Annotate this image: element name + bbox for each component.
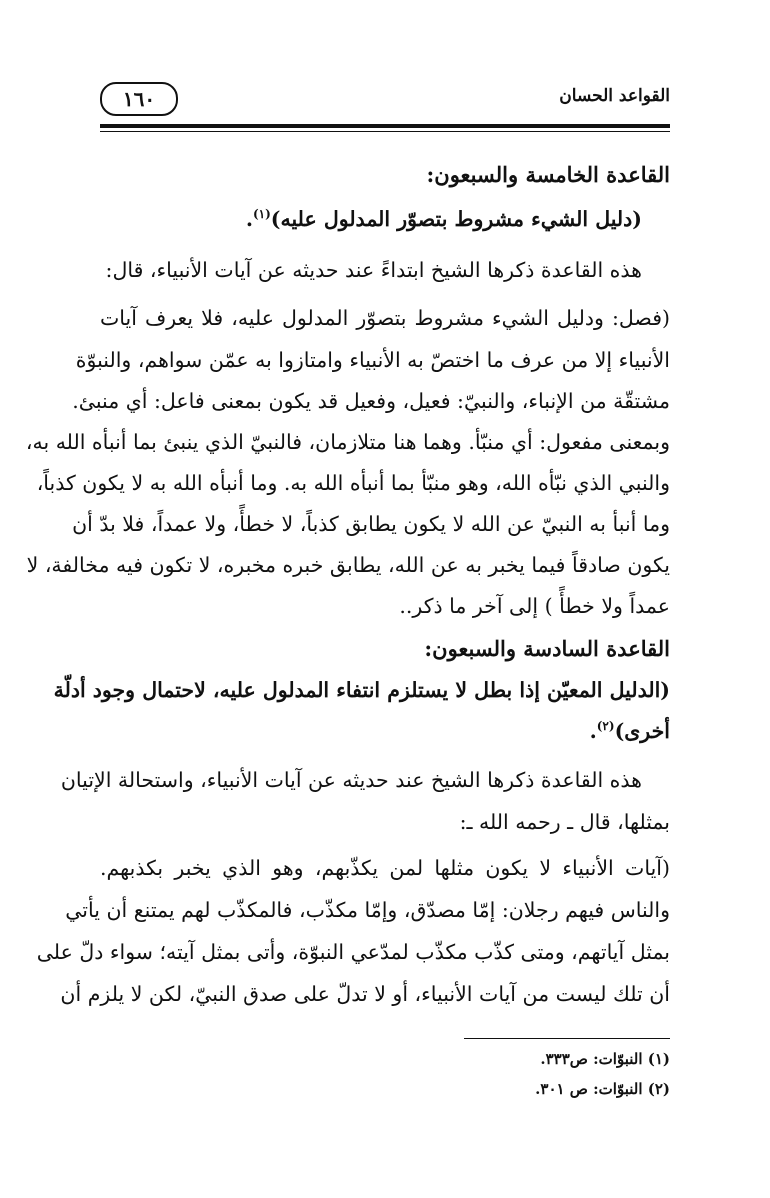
paragraph-line: وما أنبأ به النبيّ عن الله لا يكون يطابق كذباً، لا خطأً، ولا عمداً، فلا بدّ أن xyxy=(72,512,670,536)
header-rule-thin xyxy=(100,131,670,132)
rule-75-statement xyxy=(246,207,642,231)
paragraph-line: (آيات الأنبياء لا يكون مثلها لمن يكذّبهم، وهو الذي يخبر بكذبهم. xyxy=(100,856,670,880)
page-number: ١٦٠ xyxy=(100,82,178,116)
book-title: القواعد الحسان xyxy=(559,86,670,106)
rule-75-heading: القاعدة الخامسة والسبعون: xyxy=(426,162,670,187)
footnote-separator xyxy=(464,1038,670,1039)
paragraph-line: مشتقّة من الإنباء، والنبيّ: فعيل، وفعيل قد يكون بمعنى فاعل: أي منبئ. xyxy=(72,389,670,413)
paragraph-line: وبمعنى مفعول: أي منبّأ. وهما هنا متلازمان، فالنبيّ الذي ينبئ بما أنبأه الله به، xyxy=(25,430,670,454)
rule-76-statement: (الدليل المعيّن إذا بطل لا يستلزم انتفاء المدلول عليه، لاحتمال وجود أدلّة xyxy=(53,678,670,702)
paragraph-line: هذه القاعدة ذكرها الشيخ ابتداءً عند حديثه عن آيات الأنبياء، قال: xyxy=(105,258,642,282)
footnote-ref-2: (٢) xyxy=(596,719,615,734)
paragraph-line: بمثلها، قال ـ رحمه الله ـ: xyxy=(459,810,670,834)
rule-75-text: (دليل الشيء مشروط بتصوّر المدلول عليه) xyxy=(270,207,642,231)
page-header xyxy=(100,86,670,126)
rule-76-text: أخرى) xyxy=(614,719,670,743)
paragraph-line: بمثل آياتهم، ومتى كذّب مكذّب لمدّعي النبوّة، وأتى بمثل آيته؛ سواء دلّ على xyxy=(36,940,670,964)
paragraph-line: والناس فيهم رجلان: إمّا مصدّق، وإمّا مكذّب، فالمكذّب لهم يمتنع أن يأتي xyxy=(65,898,670,922)
rule-75-period: . xyxy=(245,207,253,231)
footnote-1: (١) النبوّات: ص٣٣٣. xyxy=(540,1050,670,1068)
footnote-ref-1: (١) xyxy=(252,207,271,222)
paragraph-line: الأنبياء إلا من عرف ما اختصّ به الأنبياء وامتازوا به عمّن سواهم، والنبوّة xyxy=(75,348,670,372)
rule-76-period: . xyxy=(589,719,597,743)
paragraph-line: عمداً ولا خطأً ) إلى آخر ما ذكر.. xyxy=(399,594,670,618)
rule-76-statement-end xyxy=(590,719,670,743)
paragraph-line: يكون صادقاً فيما يخبر به عن الله، يطابق خبره مخبره، لا تكون فيه مخالفة، لا xyxy=(26,553,670,577)
paragraph-line: هذه القاعدة ذكرها الشيخ عند حديثه عن آيات الأنبياء، واستحالة الإتيان xyxy=(60,768,642,792)
header-rule-thick xyxy=(100,124,670,128)
rule-76-heading: القاعدة السادسة والسبعون: xyxy=(424,636,670,661)
paragraph-line: والنبي الذي نبّأه الله، وهو منبّأ بما أنبأه الله به. وما أنبأه الله به لا يكون كذباً، xyxy=(36,471,670,495)
paragraph-line: أن تلك ليست من آيات الأنبياء، أو لا تدلّ على صدق النبيّ، لكن لا يلزم أن xyxy=(60,982,670,1006)
footnote-2: (٢) النبوّات: ص ٣٠١. xyxy=(535,1080,670,1098)
paragraph-line: (فصل: ودليل الشيء مشروط بتصوّر المدلول عليه، فلا يعرف آيات xyxy=(100,306,670,330)
